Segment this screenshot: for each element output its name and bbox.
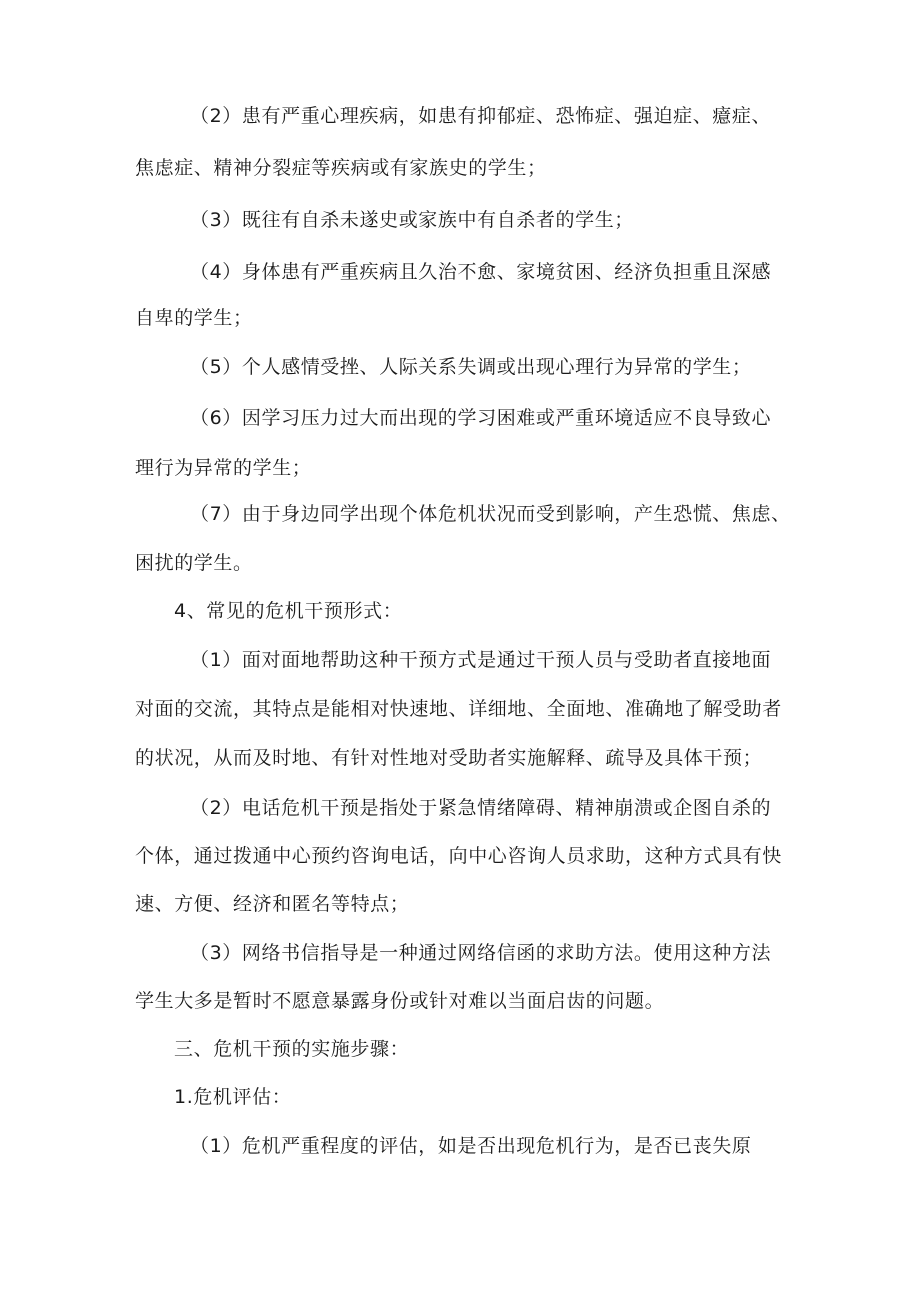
form-item-2-line-2: 个体，通过拨通中心预约咨询电话，向中心咨询人员求助，这种方式具有快 — [135, 845, 782, 867]
list-item-7-line-1: （7）由于身边同学出现个体危机状况而受到影响，产生恐慌、焦虑、 — [190, 503, 791, 525]
form-item-3-line-2: 学生大多是暂时不愿意暴露身份或针对难以当面启齿的问题。 — [135, 990, 665, 1012]
list-item-4-line-2: 自卑的学生； — [135, 307, 253, 329]
form-item-2-line-3: 速、方便、经济和匿名等特点； — [135, 893, 410, 915]
form-item-1-line-2: 对面的交流，其特点是能相对快速地、详细地、全面地、准确地了解受助者 — [135, 698, 782, 720]
form-item-1-line-3: 的状况，从而及时地、有针对性地对受助者实施解释、疏导及具体干预； — [135, 747, 763, 769]
list-item-2-line-2: 焦虑症、精神分裂症等疾病或有家族史的学生； — [135, 157, 547, 179]
list-item-7-line-2: 困扰的学生。 — [135, 552, 253, 574]
list-item-5: （5）个人感情受挫、人际关系失调或出现心理行为异常的学生； — [190, 356, 752, 378]
form-item-1-line-1: （1）面对面地帮助这种干预方式是通过干预人员与受助者直接地面 — [190, 649, 772, 671]
form-item-2-line-1: （2）电话危机干预是指处于紧急情绪障碍、精神崩溃或企图自杀的 — [190, 797, 772, 819]
list-item-4-line-1: （4）身体患有严重疾病且久治不愈、家境贫困、经济负担重且深感 — [190, 261, 772, 283]
list-item-6-line-2: 理行为异常的学生； — [135, 457, 312, 479]
section-heading-4: 4、常见的危机干预形式： — [174, 600, 403, 622]
form-item-3-line-1: （3）网络书信指导是一种通过网络信函的求助方法。使用这种方法 — [190, 942, 772, 964]
list-item-6-line-1: （6）因学习压力过大而出现的学习困难或严重环境适应不良导致心 — [190, 407, 772, 429]
assessment-item-1: （1）危机严重程度的评估，如是否出现危机行为，是否已丧失原 — [190, 1135, 752, 1157]
section-heading-3: 三、危机干预的实施步骤： — [174, 1038, 410, 1060]
list-item-2-line-1: （2）患有严重心理疾病，如患有抑郁症、恐怖症、强迫症、癔症、 — [190, 105, 772, 127]
subsection-heading-1: 1.危机评估： — [174, 1086, 292, 1108]
list-item-3: （3）既往有自杀未遂史或家族中有自杀者的学生； — [190, 209, 634, 231]
